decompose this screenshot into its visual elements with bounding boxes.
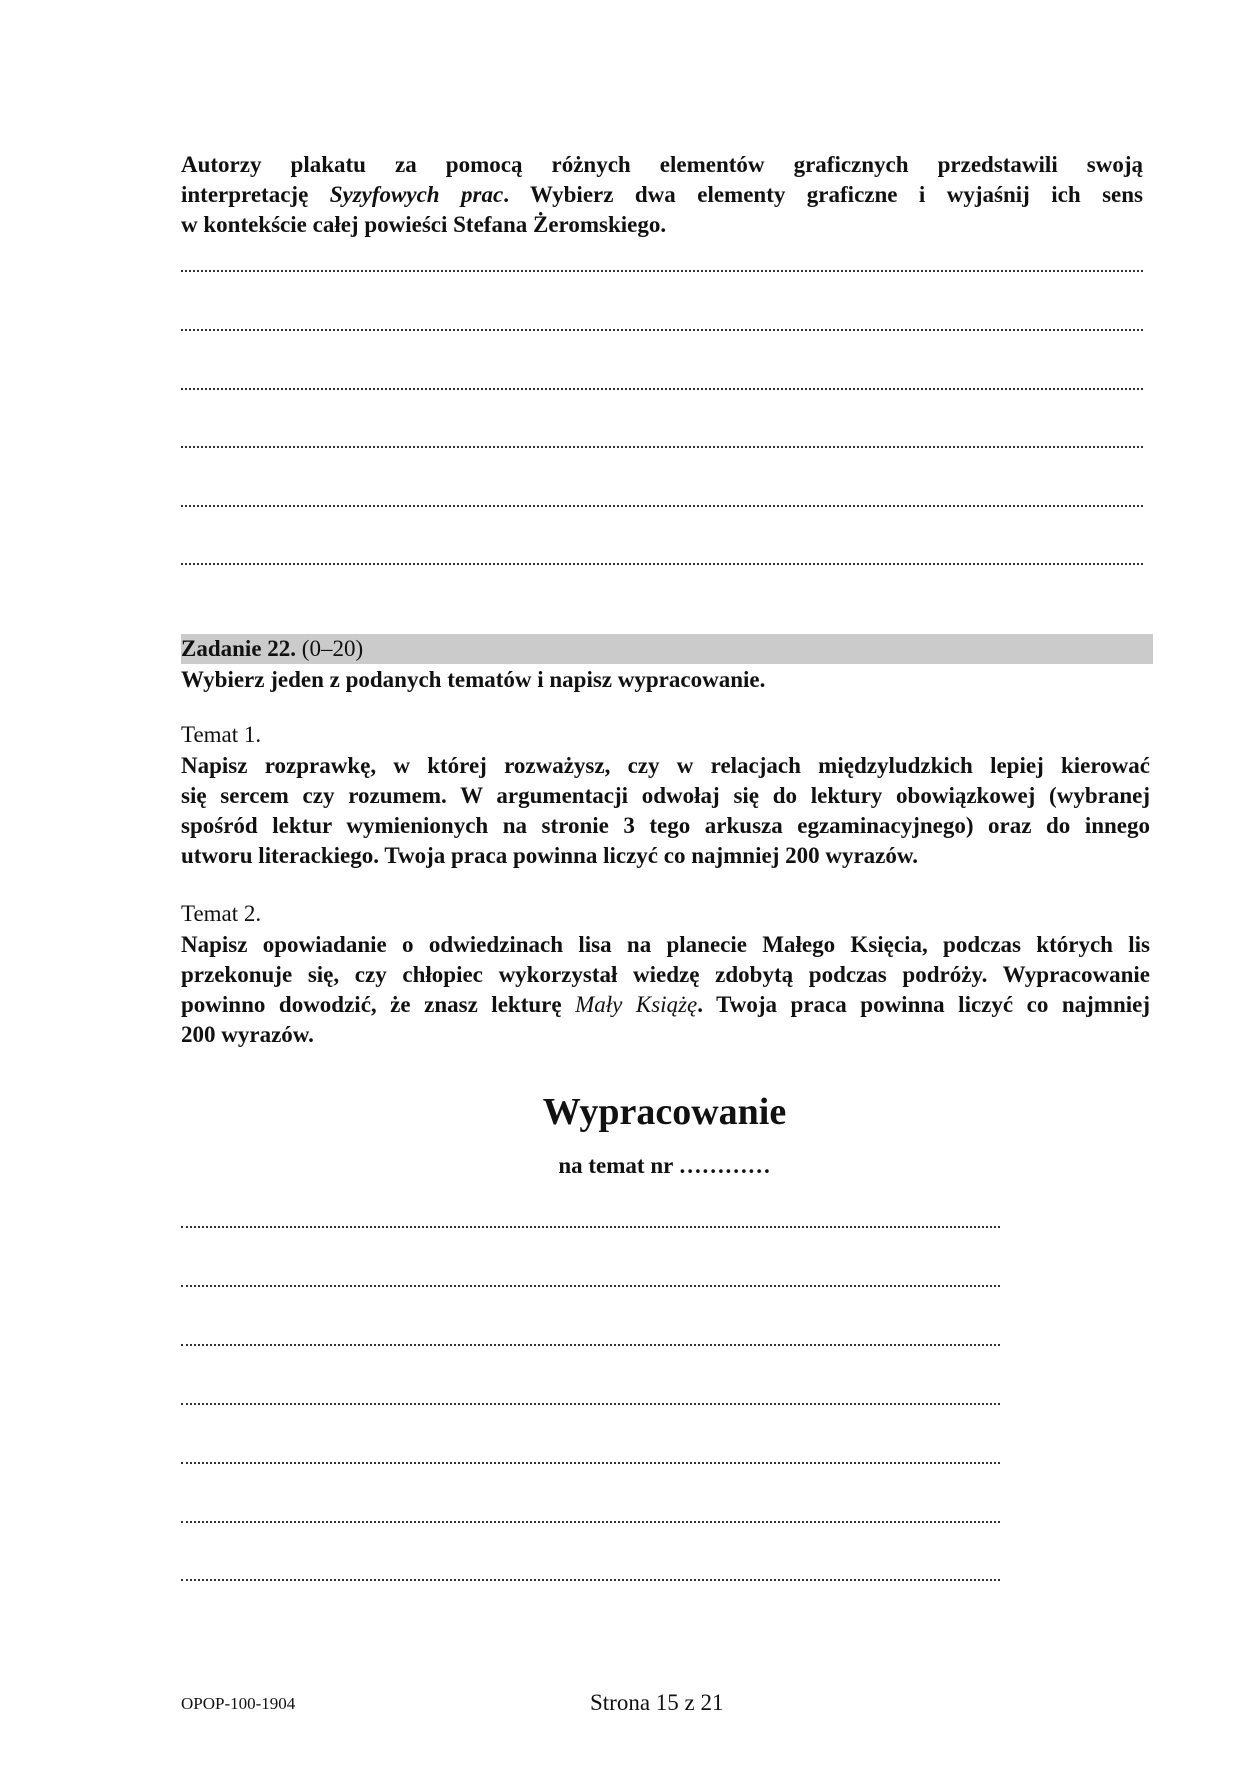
prompt-line: Autorzy plakatu za pomocą różnych elementów graficznych przedstawili swoją	[181, 152, 1143, 177]
page-number: Strona 15 z 21	[590, 1690, 724, 1715]
answer-line[interactable]	[181, 270, 1143, 272]
text: powinno dowodzić, że znasz lekturę	[181, 992, 576, 1017]
essay-line[interactable]	[181, 1579, 1000, 1581]
answer-line[interactable]	[181, 446, 1143, 448]
topic-line: przekonuje się, czy chłopiec wykorzystał wiedzę zdobytą podczas podróży. Wypracowanie	[181, 962, 1150, 987]
essay-line[interactable]	[181, 1403, 1000, 1405]
text: . Wybierz dwa elementy graficzne i wyjaśnij ich sens	[503, 182, 1144, 207]
essay-line[interactable]	[181, 1521, 1000, 1523]
topic-line: utworu literackiego. Twoja praca powinna liczyć co najmniej 200 wyrazów.	[181, 843, 918, 868]
essay-line[interactable]	[181, 1285, 1000, 1287]
topic-line: Napisz opowiadanie o odwiedzinach lisa na planecie Małego Księcia, podczas których lis	[181, 932, 1150, 957]
answer-line[interactable]	[181, 505, 1143, 507]
answer-line[interactable]	[181, 388, 1143, 390]
task-header	[181, 634, 1153, 664]
essay-title: Wypracowanie	[542, 1091, 787, 1133]
prompt-line	[181, 180, 1143, 210]
topic-line: Napisz rozprawkę, w której rozważysz, czy w relacjach międzyludzkich lepiej kierować	[181, 753, 1150, 778]
topic-line: się sercem czy rozumem. W argumentacji odwołaj się do lektury obowiązkowej (wybranej	[181, 783, 1150, 808]
text: interpretację	[181, 182, 330, 207]
topic-line: spośród lektur wymienionych na stronie 3 tego arkusza egzaminacyjnego) oraz do innego	[181, 813, 1150, 838]
topic2-label: Temat 2.	[181, 901, 262, 926]
task-title: Zadanie 22.	[181, 636, 297, 661]
essay-line[interactable]	[181, 1462, 1000, 1464]
answer-line[interactable]	[181, 563, 1143, 565]
topic2-text	[181, 930, 1150, 1050]
task-instruction: Wybierz jeden z podanych tematów i napisz wypracowanie.	[181, 667, 766, 692]
exam-code: OPOP-100-1904	[181, 1694, 296, 1713]
text: . Twoja praca powinna liczyć co najmniej	[697, 992, 1151, 1017]
answer-line[interactable]	[181, 329, 1143, 331]
topic-line: 200 wyrazów.	[181, 1022, 314, 1047]
topic1-text	[181, 751, 1150, 871]
book-title: Mały Książę	[575, 992, 698, 1017]
topic1-label: Temat 1.	[181, 722, 262, 747]
essay-line[interactable]	[181, 1226, 1000, 1228]
essay-line[interactable]	[181, 1344, 1000, 1346]
topic-line	[181, 990, 1150, 1020]
task-points: (0–20)	[301, 636, 364, 661]
prompt-line: w kontekście całej powieści Stefana Żeromskiego.	[181, 212, 667, 237]
question-prompt	[181, 150, 1143, 240]
book-title: Syzyfowych prac	[329, 182, 504, 207]
essay-subtitle[interactable]: na temat nr …………	[558, 1153, 771, 1178]
